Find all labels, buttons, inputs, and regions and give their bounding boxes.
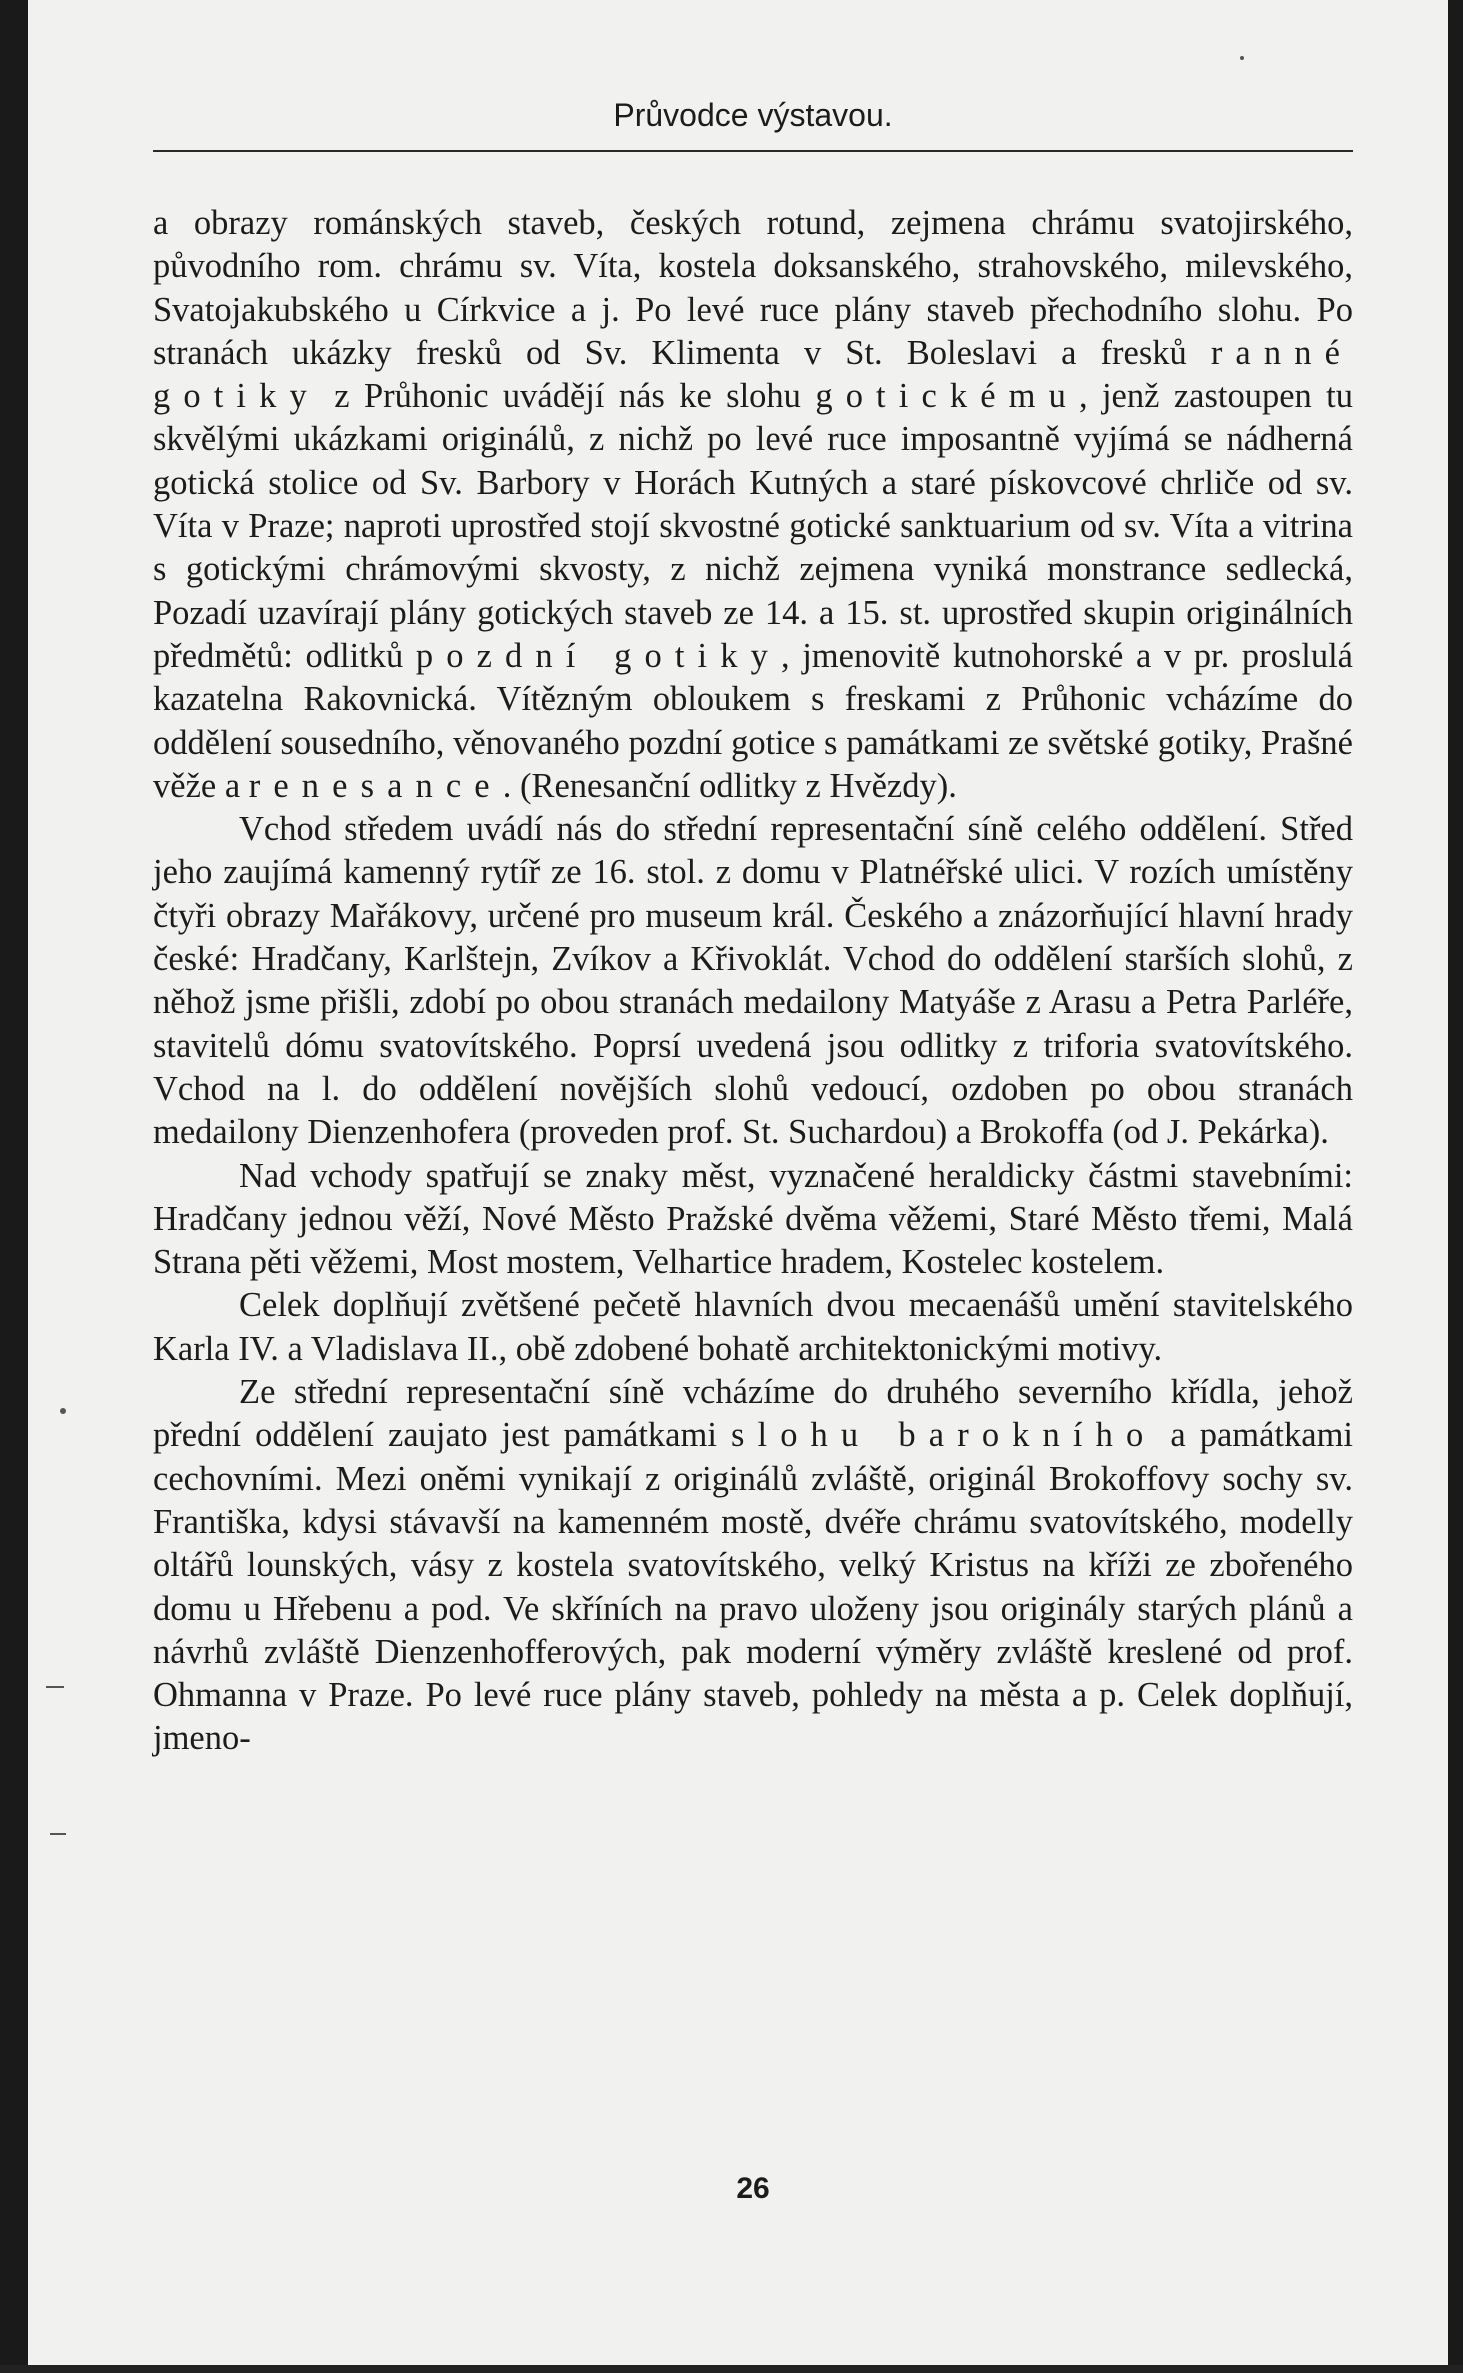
paragraph-3: Nad vchody spatřují se znaky měst, vyznačené heraldicky částmi stavebními: Hradčany jednou věží, Nové Město Pražské dvěma věžemi, Staré Město třemi, Malá Strana pěti věžemi, Most mostem, Velhartice hradem, Kostelec kostelem.	[153, 1156, 1353, 1282]
spaced-term: ranné gotiky	[153, 333, 1353, 416]
header-rule	[153, 150, 1353, 152]
spaced-term: gotickému	[815, 377, 1079, 416]
margin-mark	[46, 1686, 64, 1688]
body-text	[153, 202, 1353, 1761]
spaced-term: pozdní gotiky	[415, 636, 781, 675]
paragraph-2: Vchod středem uvádí nás do střední representační síně celého oddělení. Střed jeho zaujímá kamenný rytíř ze 16. stol. z domu v Platnéřské ulici. V rozích umístěny čtyři obrazy Mařákovy, určené pro museum král. Českého a znázorňující hlavní hrady české: Hradčany, Karlštejn, Zvíkov a Křivoklát. Vchod do oddělení starších slohů, z něhož jsme přišli, zdobí po obou stranách medailony Matyáše z Arasu a Petra Parléře, stavitelů dómu svatovítského. Poprsí uvedená jsou odlitky z triforia svatovítského. Vchod na l. do oddělení novějších slohů vedoucí, ozdoben po obou stranách medailony Dienzenhofera (proveden prof. St. Suchardou) a Brokoffa (od J. Pekárka).	[153, 810, 1353, 1152]
margin-mark	[50, 1833, 66, 1835]
scan-edge	[0, 2365, 1463, 2373]
book-page	[28, 0, 1448, 2373]
margin-mark	[1240, 56, 1244, 60]
page-content	[153, 92, 1353, 1761]
paragraph-1: a obrazy románských staveb, českých rotund, zejmena chrámu svatojirského, původního rom. chrámu sv. Víta, kostela doksanského, strahovského, milevského, Svatojakubského u Církvice a j. Po levé ruce plány staveb přechodního slohu. Po stranách ukázky fresků od Sv. Klimenta v St. Boleslavi a fresků ranné gotiky z Průhonic uvádějí nás ke slohu gotickému, jenž zastoupen tu skvělými ukázkami originálů, z nichž po levé ruce imposantně vyjímá se nádherná gotická stolice od Sv. Barbory v Horách Kutných a staré pískovcové chrliče od sv. Víta v Praze; naproti uprostřed stojí skvostné gotické sanktuarium od sv. Víta a vitrina s gotickými chrámovými skvosty, z nichž zejmena vyniká monstrance sedlecká, Pozadí uzavírají plány gotických staveb ze 14. a 15. st. uprostřed skupin originálních předmětů: odlitků pozdní gotiky, jmenovitě kutnohorské a v pr. proslulá kazatelna Rakovnická. Vítězným obloukem s freskami z Průhonic vcházíme do oddělení sousedního, věnovaného pozdní gotice s památkami ze světské gotiky, Prašné věže a renesance. (Renesanční odlitky z Hvězdy).	[153, 204, 1353, 805]
running-header: Průvodce výstavou.	[613, 97, 893, 133]
spaced-term: renesance	[248, 766, 503, 805]
paragraph-4: Celek doplňují zvětšené pečetě hlavních dvou mecaenášů umění stavitelského Karla IV. a Vladislava II., obě zdobené bohatě architektonickými motivy.	[153, 1286, 1353, 1368]
spaced-term: slohu barokního	[730, 1416, 1157, 1455]
paragraph-5: Ze střední representační síně vcházíme do druhého severního křídla, jehož přední oddělení zaujato jest památkami slohu barokního a památkami cechovními. Mezi oněmi vynikají z originálů zvláště, originál Brokoffovy sochy sv. Františka, kdysi stávavší na kamenném mostě, dvéře chrámu svatovítského, modelly oltářů lounských, vásy z kostela svatovítského, velký Kristus na kříži ze zbořeného domu u Hřebenu a pod. Ve skříních na pravo uloženy jsou originály starých plánů a návrhů zvláště Dienzenhofferových, pak moderní výměry zvláště kreslené od prof. Ohmanna v Praze. Po levé ruce plány staveb, pohledy na města a p. Celek doplňují, jmeno-	[153, 1373, 1353, 1758]
margin-mark	[60, 1408, 66, 1414]
page-number: 26	[736, 2172, 770, 2205]
